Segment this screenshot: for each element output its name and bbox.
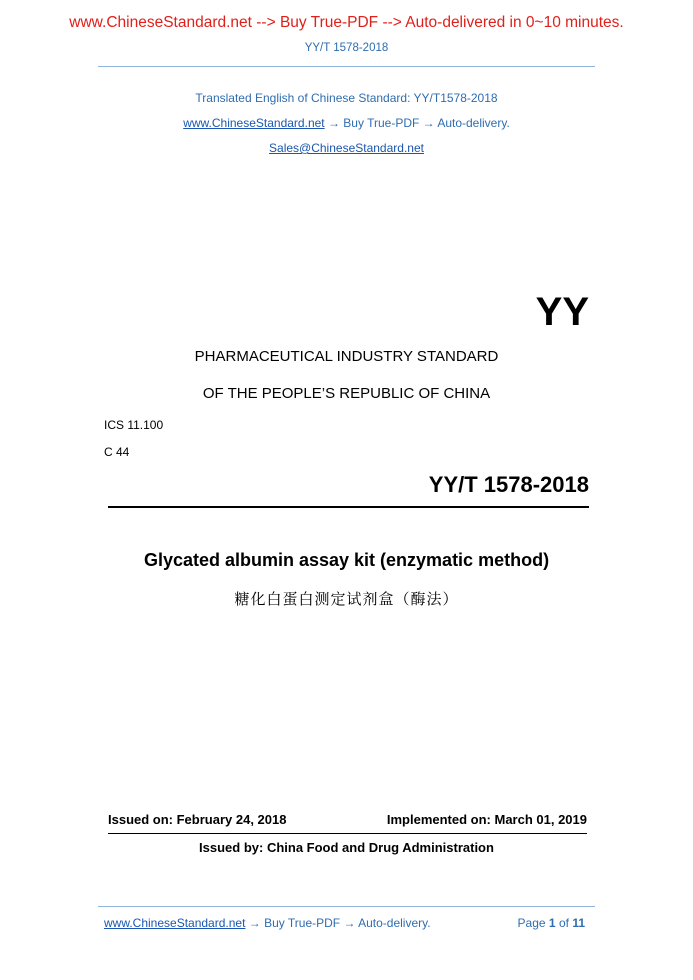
dates-rule [108,833,587,834]
title-english: Glycated albumin assay kit (enzymatic method) [143,550,550,570]
footer-purchase-text: → Buy True-PDF → Auto-delivery. [245,916,431,930]
footer-purchase-line [104,916,431,930]
page-total: 11 [572,916,585,930]
standard-mark: YY [535,290,589,334]
org-line-2: OF THE PEOPLE’S REPUBLIC OF CHINA [202,385,491,402]
footer-rule [98,906,595,907]
title-chinese: 糖化白蛋白测定试剂盒（酶法） [234,590,459,608]
email-line [0,141,693,155]
translation-line: Translated English of Chinese Standard: YY/T1578-2018 [195,91,498,105]
issued-by: Issued by: China Food and Drug Administration [199,840,494,855]
issued-on: Issued on: February 24, 2018 [108,812,287,827]
implemented-on: Implemented on: March 01, 2019 [386,812,587,827]
top-banner[interactable]: www.ChineseStandard.net --> Buy True-PDF --> Auto-delivered in 0~10 minutes. [69,14,624,31]
code-rule [108,506,589,508]
ccs-code: C 44 [104,445,130,459]
page-label: Page [517,916,546,930]
page-number: 1 [548,916,556,930]
of-label: of [558,916,569,930]
translation-purchase-line [0,116,693,130]
purchase-text: → Buy True-PDF → Auto-delivery. [324,116,510,130]
header-rule [98,66,595,67]
site-link[interactable]: www.ChineseStandard.net [183,116,325,130]
page-indicator [518,916,585,930]
sales-email-link[interactable]: Sales@ChineseStandard.net [269,141,424,155]
org-line-1: PHARMACEUTICAL INDUSTRY STANDARD [194,348,499,365]
standard-code: YY/T 1578-2018 [428,472,589,497]
ics-code: ICS 11.100 [104,418,164,432]
footer-site-link[interactable]: www.ChineseStandard.net [104,916,246,930]
header-standard-code: YY/T 1578-2018 [304,42,389,54]
